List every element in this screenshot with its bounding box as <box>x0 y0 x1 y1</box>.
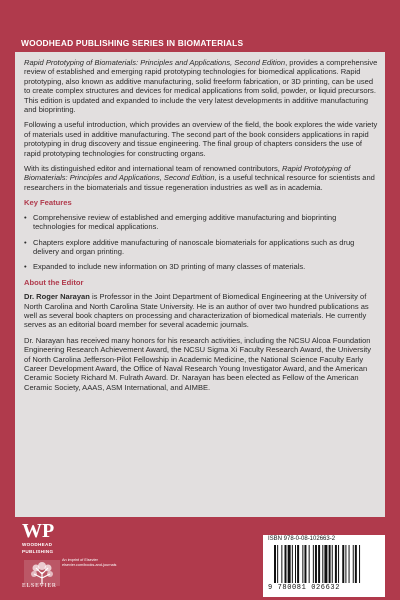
key-feature-item: • Chapters explore additive manufacturing of nanoscale biomaterials for applications such as drug delivery and organ printing. <box>24 238 378 257</box>
key-feature-item: • Comprehensive review of established and emerging additive manufacturing and bioprinting technologies for medical applications. <box>24 213 378 232</box>
intro-text: , provides a comprehensive review of established and emerging rapid prototyping technologies for biomedical applications. Rapid prototyping, also known as additive manufacturing, solid freeform fabrication, or 3D printing, can be used to create complex structures and devices for medical applications from solid, powder, or liquid precursors. This edition is updated and expanded to include the very latest developments in additive manufacturing and bioprinting. <box>24 58 378 115</box>
book-title-repeat: Rapid Prototyping of Biomaterials: Principles and Applications, Second Edition <box>24 164 351 183</box>
barcode-number: 9 780081 026632 <box>268 584 341 592</box>
imprint-url: elsevier.com/books-and-journals <box>62 563 117 567</box>
series-title: WOODHEAD PUBLISHING SERIES IN BIOMATERIALS <box>21 38 244 48</box>
intro-paragraph <box>24 58 378 114</box>
barcode-graphic <box>273 545 381 583</box>
content-area <box>24 58 378 398</box>
audience-paragraph <box>24 164 378 192</box>
audience-text-after: , is a useful technical resource for scientists and researchers in the biomaterials and tissue regeneration industries as well as in academia. <box>24 173 375 192</box>
isbn-label: ISBN 978-0-08-102663-2 <box>268 536 336 542</box>
logo-woodhead-text: WOODHEAD <box>22 542 53 547</box>
imprint-line: An imprint of Elsevier <box>62 558 98 562</box>
about-editor-heading: About the Editor <box>24 277 84 287</box>
editor-bio-paragraph <box>24 292 378 330</box>
editor-bio-text: is Professor in the Joint Department of Biomedical Engineering at the University of North Carolina and North Carolina State University. He is an author of over two hundred publications as well as several book chapters on processing and characterization of biomedical materials. He currently serves as an editorial board member for several academic journals. <box>24 292 369 330</box>
editor-name: Dr. Roger Narayan <box>24 292 90 302</box>
key-features-list <box>24 213 378 272</box>
key-features-heading: Key Features <box>24 198 72 208</box>
editor-honors-paragraph: Dr. Narayan has received many honors for his research activities, including the NCSU Alcoa Foundation Engineering Research Achievement Award, the NCSU Sigma Xi Faculty Research Award, the University of North Carolina Jefferson-Pilot Fellowship in Academic Medicine, the National Science Faculty Early Career Development Award, the Office of Naval Research Young Investigator Award, and the American Ceramic Society Richard M. Fulrath Award. Dr. Narayan has been elected as Fellow of the American Ceramic Society, AAAS, ASM International, and AIMBE. <box>24 335 372 392</box>
overview-paragraph: Following a useful introduction, which provides an overview of the field, the book explores the wide variety of materials used in additive manufacturing. The second part of the book considers applications in rapid prototyping in drug discovery and tissue engineering. The final group of chapters considers the use of rapid prototyping technologies for constructing organs. <box>24 120 378 158</box>
key-feature-item: • Expanded to include new information on 3D printing of many classes of materials. <box>24 262 378 271</box>
logo-publishing-text: PUBLISHING <box>22 548 54 554</box>
imprint-text <box>62 558 122 568</box>
woodhead-logo <box>22 521 72 554</box>
book-title: Rapid Prototyping of Biomaterials: Principles and Applications, Second Edition <box>24 58 286 67</box>
wp-logo-letters: WP <box>22 520 55 542</box>
elsevier-wordmark: ELSEVIER <box>22 583 57 589</box>
audience-text-before: With its distinguished editor and international team of renowned contributors, <box>24 164 282 174</box>
